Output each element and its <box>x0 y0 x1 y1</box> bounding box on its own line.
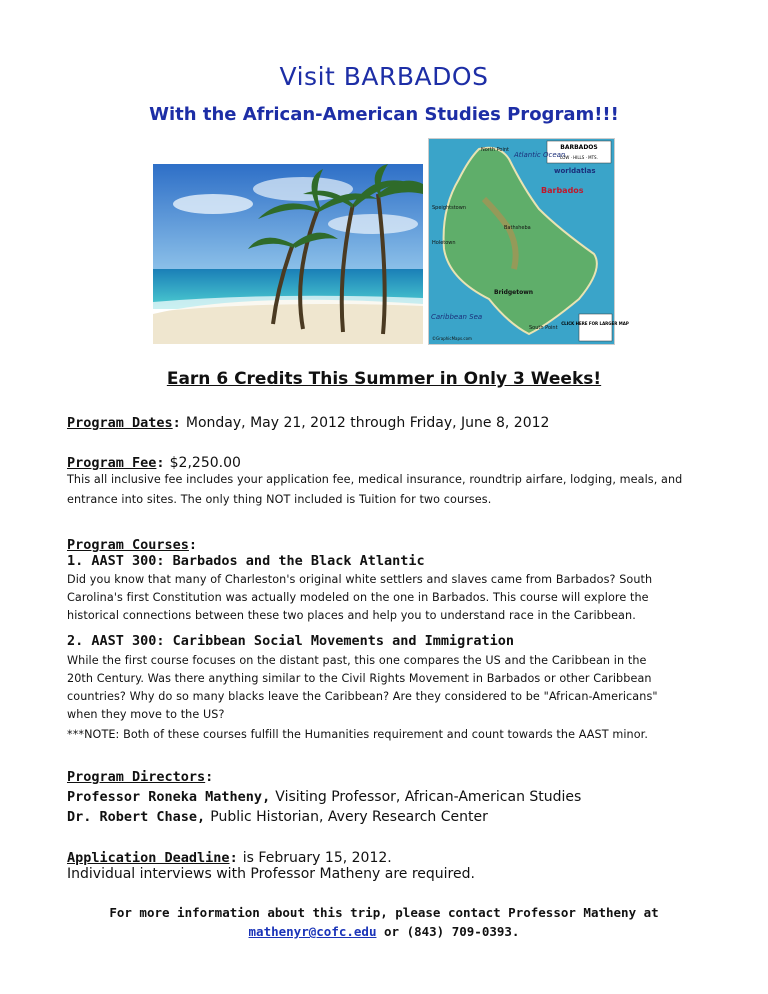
program-fee: Program Fee: $2,250.00 <box>67 455 241 471</box>
map-credit: ©GraphicMaps.com <box>432 336 472 341</box>
director-1 <box>67 786 581 805</box>
course-1-line-2: Carolina's first Constitution was actually modeled on the one in Barbados. This course will explore the <box>67 591 649 604</box>
director-2 <box>67 806 488 825</box>
map-brand: worldatlas <box>554 167 596 175</box>
map-click-note-box[interactable] <box>579 314 612 341</box>
director-1-role: Visiting Professor, African-American Studies <box>275 789 582 805</box>
map-northpoint-label: North Point <box>481 147 509 153</box>
contact-email-link[interactable]: mathenyr@cofc.edu <box>248 924 377 939</box>
map-legend-scale: LOW · HILLS · MTS. <box>560 155 598 160</box>
footer-line-2 <box>0 924 768 939</box>
deadline-label: Application Deadline <box>67 850 230 866</box>
course-2-line-2: 20th Century. Was there anything similar to the Civil Rights Movement in Barbados or other Caribbean <box>67 672 652 685</box>
course-1-line-1: Did you know that many of Charleston's original white settlers and slaves came from Barbados? South <box>67 573 653 586</box>
footer-line-1: For more information about this trip, please contact Professor Matheny at <box>109 905 659 920</box>
page-title: Visit BARBADOS <box>279 62 489 91</box>
map-bathsheba-label: Bathsheba <box>504 225 531 231</box>
fee-desc-1: This all inclusive fee includes your application fee, medical insurance, roundtrip airfare, lodging, meals, and <box>67 473 683 486</box>
map-speightstown-label: Speightstown <box>432 205 466 211</box>
courses-label: Program Courses <box>67 537 189 553</box>
map-bridgetown-label: Bridgetown <box>494 289 534 296</box>
program-dates: Program Dates: Monday, May 21, 2012 through Friday, June 8, 2012 <box>67 415 550 431</box>
beach-illustration <box>153 164 423 344</box>
program-directors-heading: Program Directors: <box>67 769 214 785</box>
dates-value: Monday, May 21, 2012 through Friday, June 8, 2012 <box>185 415 550 431</box>
program-courses-heading: Program Courses: <box>67 537 198 553</box>
map-click-note: CLICK HERE FOR LARGER MAP <box>561 321 629 326</box>
map-legend-title: BARBADOS <box>560 144 598 151</box>
director-2-role: Public Historian, Avery Research Center <box>210 809 488 825</box>
course-2-line-4: when they move to the US? <box>67 708 225 721</box>
headline: Earn 6 Credits This Summer in Only 3 Weeks! <box>166 369 602 389</box>
course-2-title: 2. AAST 300: Caribbean Social Movements and Immigration <box>67 633 515 649</box>
courses-note: ***NOTE: Both of these courses fulfill the Humanities requirement and count towards the AAST minor. <box>67 728 649 741</box>
deadline-value: is February 15, 2012. <box>242 850 392 866</box>
contact-phone: or (843) 709-0393. <box>376 924 520 939</box>
barbados-map[interactable] <box>428 138 629 345</box>
dates-label: Program Dates <box>67 415 173 431</box>
course-2-line-3: countries? Why do so many blacks leave the Caribbean? Are they considered to be "African-Americans" <box>67 690 658 703</box>
fee-desc-2: entrance into sites. The only thing NOT included is Tuition for two courses. <box>67 493 492 506</box>
course-2-line-1: While the first course focuses on the distant past, this one compares the US and the Caribbean in the <box>67 654 647 667</box>
deadline-note: Individual interviews with Professor Matheny are required. <box>67 866 475 882</box>
application-deadline: Application Deadline: is February 15, 2012. <box>67 850 392 866</box>
map-caribbean-label: Caribbean Sea <box>431 313 483 321</box>
beach-photo <box>153 164 423 344</box>
directors-label: Program Directors <box>67 769 206 785</box>
map-atlantic-label: Atlantic Ocean <box>514 151 566 159</box>
fee-label: Program Fee <box>67 455 157 471</box>
course-1-title: 1. AAST 300: Barbados and the Black Atlantic <box>67 553 425 569</box>
fee-value: $2,250.00 <box>169 455 241 471</box>
page-subtitle: With the African-American Studies Program!!! <box>149 104 619 125</box>
director-2-name: Dr. Robert Chase, <box>67 809 206 825</box>
map-island-label: Barbados <box>541 186 584 195</box>
map-southpoint-label: South Point <box>529 325 558 331</box>
map-holetown-label: Holetown <box>432 240 456 246</box>
director-1-name: Professor Roneka Matheny, <box>67 789 271 805</box>
course-1-line-3: historical connections between these two places and help you to understand race in the Caribbean. <box>67 609 636 622</box>
